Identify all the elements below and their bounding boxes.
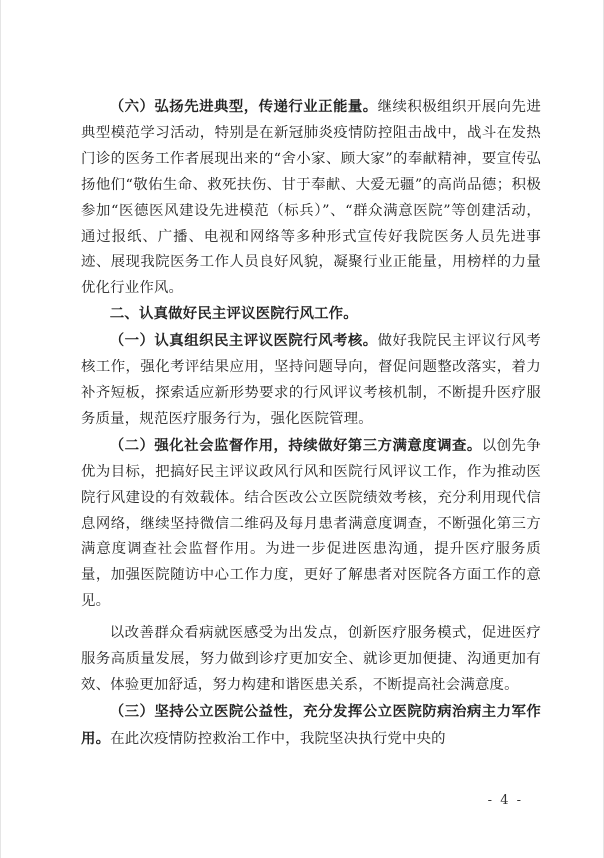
section-6-text: 继续积极组织开展向先进典型模范学习活动，特别是在新冠肺炎疫情防控阻击战中，战斗在发热门诊的医务工作者展现出来的“舍小家、顾大家”的奉献精神，要宣传弘扬他们“敬佑生命、救死扶伤、甘于奉献、大爱无疆”的高尚品德；积极参加“医德医风建设先进模范（标兵）”、“群众满意医院”等创建活动，通过报纸、广播、电视和网络等多种形式宣传好我院医务人员先进事迹、展现我院医务工作人员良好风貌，凝聚行业正能量，用榜样的力量优化行业作风。 [81,99,542,297]
paragraph-public-welfare [81,699,541,753]
subsection-1-text: 做好我院民主评议行风考核工作，强化考评结果应用，坚持问题导向，督促问题整改落实，着力补齐短板，探索适应新形势要求的行风评议考核机制，不断提升医疗服务质量，规范医疗服务行为，强化医院管理。 [81,333,542,427]
subsection-1-lead: （一）认真组织民主评议医院行风考核。 [109,332,378,350]
subsection-3-text: 在此次疫情防控救治工作中，我院坚决执行党中央的 [110,730,446,747]
paragraph-improve-experience: 以改善群众看病就医感受为出发点，创新医疗服务模式，促进医疗服务高质量发展，努力做到诊疗更加安全、就诊更加便捷、沟通更加有效、体验更加舒适，努力构建和谐医患关系，不断提高社会满意度。 [81,625,541,693]
subsection-3-lead: （三）坚持公立医院公益性，充分发挥公立医院防病治病主力军作用。 [81,702,541,747]
paragraph-review-assessment [81,328,541,433]
subsection-2-lead: （二）强化社会监督作用，持续做好第三方满意度调查。 [109,436,482,454]
section-6-lead: （六）弘扬先进典型，传递行业正能量。 [109,98,378,115]
page-number: - 4 - [487,793,523,808]
document-body [81,94,541,753]
subsection-2-text: 以创先争优为目标，把搞好民主评议政风行风和医院行风评议工作，作为推动医院行风建设的有效载体。结合医改公立医院绩效考核，充分利用现代信息网络，继续坚持微信二维码及每月患者满意度调查，不断强化第三方满意度调查社会监督作用。为进一步促进医患沟通，提升医疗服务质量，加强医院随访中心工作力度，更好了解患者对医院各方面工作的意见。 [81,437,541,610]
paragraph-social-supervision [81,433,541,615]
heading-democratic-review: 二、认真做好民主评议医院行风工作。 [109,306,358,323]
paragraph-advanced-models [81,94,541,302]
